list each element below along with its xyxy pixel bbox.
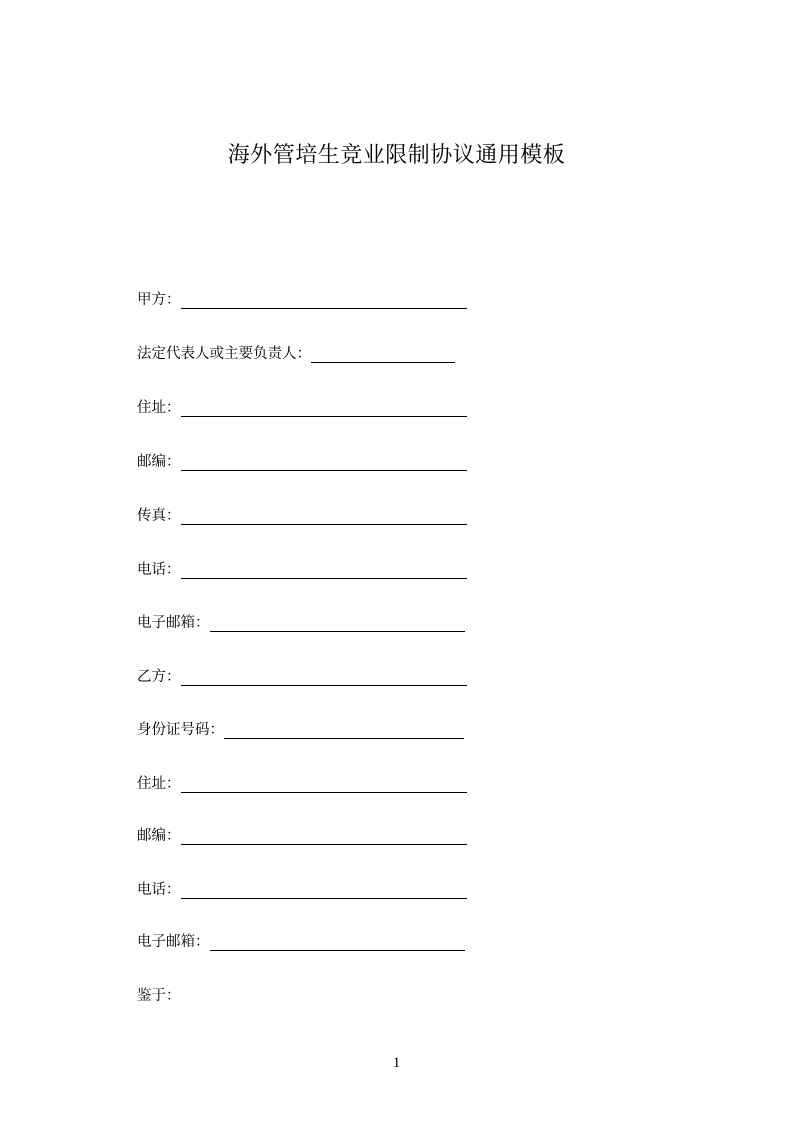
party-a-fax-label: 传真： xyxy=(137,508,181,524)
party-a-address-label: 住址： xyxy=(137,400,181,416)
party-b-id-number-field xyxy=(137,720,464,740)
party-b-id-number-blank-line[interactable] xyxy=(224,722,464,739)
party-a-phone-blank-line[interactable] xyxy=(181,562,467,579)
party-a-blank-line[interactable] xyxy=(181,292,467,309)
party-b-email-blank-line[interactable] xyxy=(210,934,465,951)
page-number: 1 xyxy=(392,1055,401,1071)
party-b-phone-field xyxy=(137,880,467,900)
party-a-phone-label: 电话： xyxy=(137,562,181,578)
party-a-phone-field xyxy=(137,560,467,580)
party-b-postcode-label: 邮编： xyxy=(137,828,181,844)
party-b-postcode-field xyxy=(137,826,467,846)
party-b-email-label: 电子邮箱： xyxy=(137,934,210,950)
legal-representative-blank-line[interactable] xyxy=(311,346,455,363)
party-b-blank-line[interactable] xyxy=(181,669,467,686)
whereas-field xyxy=(137,986,181,1006)
legal-representative-field xyxy=(137,344,455,364)
party-b-address-blank-line[interactable] xyxy=(181,776,467,793)
party-a-address-field xyxy=(137,398,467,418)
party-a-postcode-field xyxy=(137,452,467,472)
party-a-fax-blank-line[interactable] xyxy=(181,508,467,525)
document-title: 海外管培生竞业限制协议通用模板 xyxy=(227,143,566,168)
whereas-label: 鉴于： xyxy=(137,988,181,1004)
party-b-field xyxy=(137,667,467,687)
party-a-address-blank-line[interactable] xyxy=(181,400,467,417)
party-a-email-label: 电子邮箱： xyxy=(137,615,210,631)
party-b-phone-label: 电话： xyxy=(137,882,181,898)
party-a-email-blank-line[interactable] xyxy=(210,615,465,632)
legal-representative-label: 法定代表人或主要负责人： xyxy=(137,346,311,362)
party-b-phone-blank-line[interactable] xyxy=(181,882,467,899)
party-a-postcode-blank-line[interactable] xyxy=(181,454,467,471)
party-a-postcode-label: 邮编： xyxy=(137,454,181,470)
party-a-fax-field xyxy=(137,506,467,526)
party-b-label: 乙方： xyxy=(137,669,181,685)
party-a-field xyxy=(137,290,467,310)
party-b-postcode-blank-line[interactable] xyxy=(181,828,467,845)
party-b-id-number-label: 身份证号码： xyxy=(137,722,224,738)
party-a-label: 甲方： xyxy=(137,292,181,308)
party-b-address-field xyxy=(137,774,467,794)
party-a-email-field xyxy=(137,613,465,633)
party-b-email-field xyxy=(137,932,465,952)
party-b-address-label: 住址： xyxy=(137,776,181,792)
